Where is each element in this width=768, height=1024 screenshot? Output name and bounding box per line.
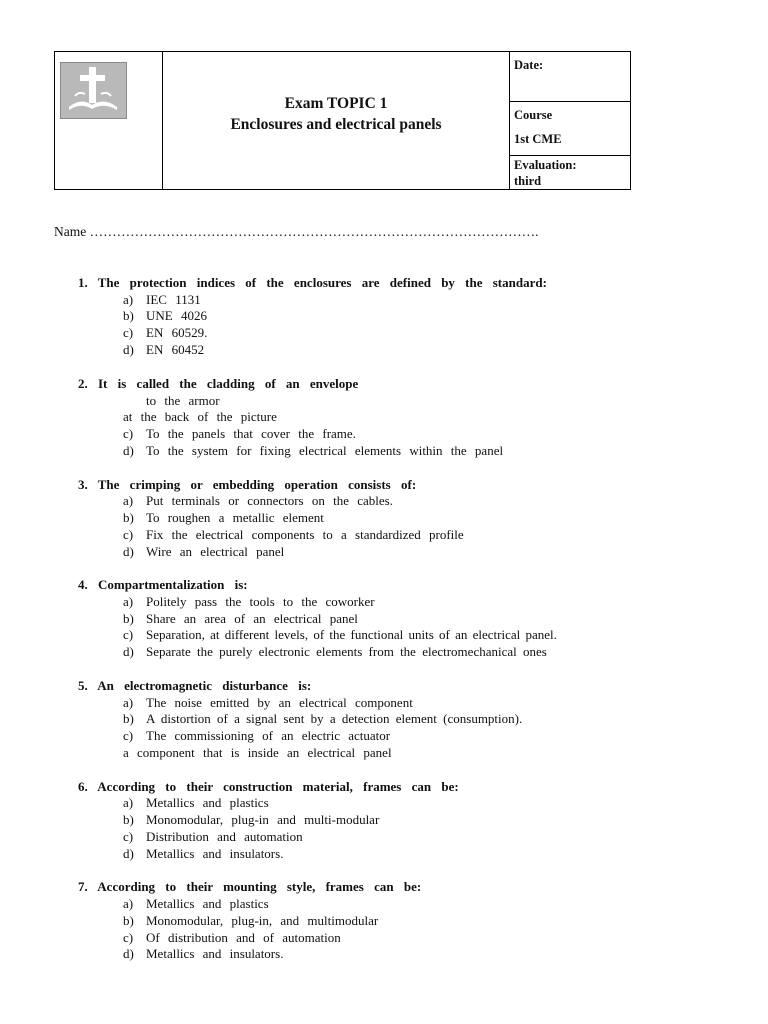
question-5-option-a[interactable]: a) The noise emitted by an electrical component [123, 695, 413, 710]
question-1-option-d[interactable]: d) EN 60452 [123, 342, 205, 357]
question-1-option-a[interactable]: a) IEC 1131 [123, 292, 201, 307]
question-1-option-b[interactable]: b) UNE 4026 [123, 308, 207, 323]
question-7-option-a[interactable]: a) Metallics and plastics [123, 896, 269, 911]
evaluation-value: third [514, 174, 542, 188]
exam-title-cell [163, 52, 510, 189]
question-7-option-b[interactable]: b) Monomodular, plug-in, and multimodular [123, 913, 379, 928]
question-6-option-d[interactable]: d) Metallics and insulators. [123, 846, 284, 861]
question-4-option-d[interactable]: d) Separate the purely electronic elements from the electromechanical ones [123, 644, 547, 659]
question-2-title: 2. It is called the cladding of an envelope [78, 376, 359, 391]
question-2-option-c[interactable]: c) To the panels that cover the frame. [123, 426, 356, 441]
question-1-option-c[interactable]: c) EN 60529. [123, 325, 208, 340]
course-field [510, 102, 630, 156]
question-4-option-a[interactable]: a) Politely pass the tools to the coworker [123, 594, 375, 609]
question-5-option-b[interactable]: b) A distortion of a signal sent by a detection element (consumption). [123, 711, 523, 726]
evaluation-field [510, 156, 630, 189]
cross-book-logo-icon [60, 62, 127, 119]
question-6-option-c[interactable]: c) Distribution and automation [123, 829, 303, 844]
question-4-option-b[interactable]: b) Share an area of an electrical panel [123, 611, 358, 626]
question-7-title: 7. According to their mounting style, frames can be: [78, 879, 422, 894]
question-5-option-d[interactable]: a component that is inside an electrical panel [123, 745, 392, 760]
logo-cell [55, 52, 163, 189]
question-3-title: 3. The crimping or embedding operation consists of: [78, 477, 417, 492]
question-3-option-c[interactable]: c) Fix the electrical components to a standardized profile [123, 527, 464, 542]
question-3-option-b[interactable]: b) To roughen a metallic element [123, 510, 324, 525]
question-5-option-c[interactable]: c) The commissioning of an electric actuator [123, 728, 391, 743]
exam-title: Exam TOPIC 1 [284, 94, 388, 112]
question-2-option-b[interactable]: at the back of the picture [123, 409, 277, 424]
course-value: 1st CME [514, 132, 562, 146]
question-3-option-a[interactable]: a) Put terminals or connectors on the cables. [123, 493, 393, 508]
evaluation-label: Evaluation: [514, 158, 577, 172]
question-3-option-d[interactable]: d) Wire an electrical panel [123, 544, 285, 559]
exam-header-table [54, 51, 631, 190]
exam-subtitle: Enclosures and electrical panels [230, 115, 442, 133]
question-2-option-a[interactable]: to the armor [146, 393, 220, 408]
question-6-title: 6. According to their construction material, frames can be: [78, 779, 459, 794]
question-6-option-a[interactable]: a) Metallics and plastics [123, 795, 269, 810]
question-7-option-d[interactable]: d) Metallics and insulators. [123, 946, 284, 961]
date-label: Date: [514, 58, 544, 72]
question-4-title: 4. Compartmentalization is: [78, 577, 248, 592]
question-6-option-b[interactable]: b) Monomodular, plug-in and multi-modular [123, 812, 380, 827]
question-1-title: 1. The protection indices of the enclosures are defined by the standard: [78, 275, 547, 290]
question-2-option-d[interactable]: d) To the system for fixing electrical elements within the panel [123, 443, 504, 458]
question-7-option-c[interactable]: c) Of distribution and of automation [123, 930, 341, 945]
course-label: Course [514, 108, 553, 122]
student-name-line[interactable]: Name ………………………………………………………………………………………. [54, 224, 539, 239]
meta-cell [510, 52, 630, 189]
question-5-title: 5. An electromagnetic disturbance is: [78, 678, 312, 693]
question-4-option-c[interactable]: c) Separation, at different levels, of the functional units of an electrical panel. [123, 627, 557, 642]
date-field [510, 52, 630, 102]
